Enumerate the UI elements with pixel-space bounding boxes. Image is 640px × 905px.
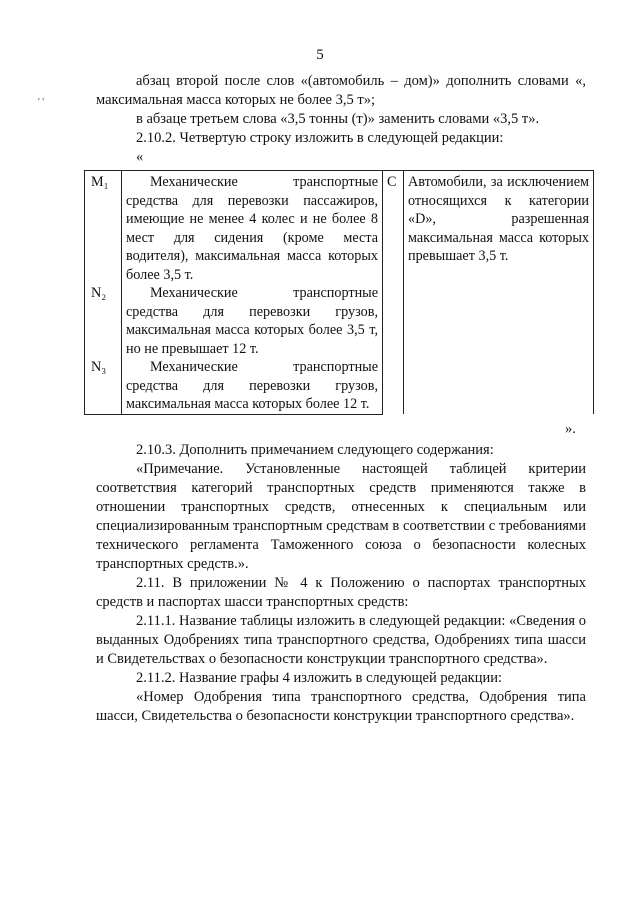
table-row (85, 171, 594, 285)
intro-paragraph-2: в абзаце третьем слова «3,5 тонны (т)» заменить словами «3,5 т». (136, 111, 540, 127)
body-paragraph-3: 2.11. В приложении № 4 к Положению о паспортах транспортных средств и паспортах шасси транспортных средств: (96, 575, 586, 610)
body-paragraph-5: 2.11.2. Название графы 4 изложить в следующей редакции: (136, 670, 502, 686)
body-paragraph-4: 2.11.1. Название таблицы изложить в следующей редакции: «Сведения о выданных Одобрениях типа транспортного средства, Одобрениях типа шасси и Свидетельствах о безопасности конструкции транспортного средства». (96, 613, 586, 667)
category-description (122, 358, 383, 414)
class-note: Автомобили, за исключением относящихся к категории «D», разрешенная максимальная масса которых превышает 3,5 т. (404, 171, 594, 415)
body-paragraph-2: «Примечание. Установленные настоящей таблицей критерии соответствия категорий транспортных средств применяются также в отношении транспортных средств, отнесенных к специальным или специализированным транспортным средствам в соответствии с требованиями технического регламента Таможенного союза о безопасности колесных транспортных средств.». (96, 461, 586, 572)
category-description-text: Механические транспортные средства для перевозки грузов, максимальная масса которых более 3,5 т, но не превышает 12 т. (126, 285, 378, 357)
body-paragraph-6: «Номер Одобрения типа транспортного средства, Одобрения типа шасси, Свидетельства о безопасности конструкции транспортного средства». (96, 689, 586, 724)
category-code: M₁ (85, 171, 122, 285)
category-description-text: Механические транспортные средства для перевозки грузов, максимальная масса которых более 12 т. (126, 359, 378, 412)
category-description (122, 284, 383, 358)
intro-paragraph-3: 2.10.2. Четвертую строку изложить в следующей редакции: (136, 130, 504, 146)
stray-mark: ' ' (38, 97, 45, 108)
intro-section (96, 72, 586, 167)
open-quote: « (136, 149, 144, 165)
vehicle-category-table (84, 170, 594, 415)
category-description-text: Механические транспортные средства для перевозки пассажиров, имеющие не менее 4 колес и не более 8 мест для сидения (кроме места водителя), максимальная масса которых более 3,5 т. (126, 174, 378, 283)
intro-paragraph-1: абзац второй после слов «(автомобиль – дом)» дополнить словами «, максимальная масса которых не более 3,5 т»; (96, 73, 586, 108)
category-code: N₃ (85, 358, 122, 414)
body-paragraph-1: 2.10.3. Дополнить примечанием следующего содержания: (136, 442, 494, 458)
category-description (122, 171, 383, 285)
page-number: 5 (316, 47, 324, 63)
close-quote: ». (565, 421, 576, 437)
body-section (96, 441, 586, 726)
category-code: N₂ (85, 284, 122, 358)
class-label: C (383, 171, 404, 415)
